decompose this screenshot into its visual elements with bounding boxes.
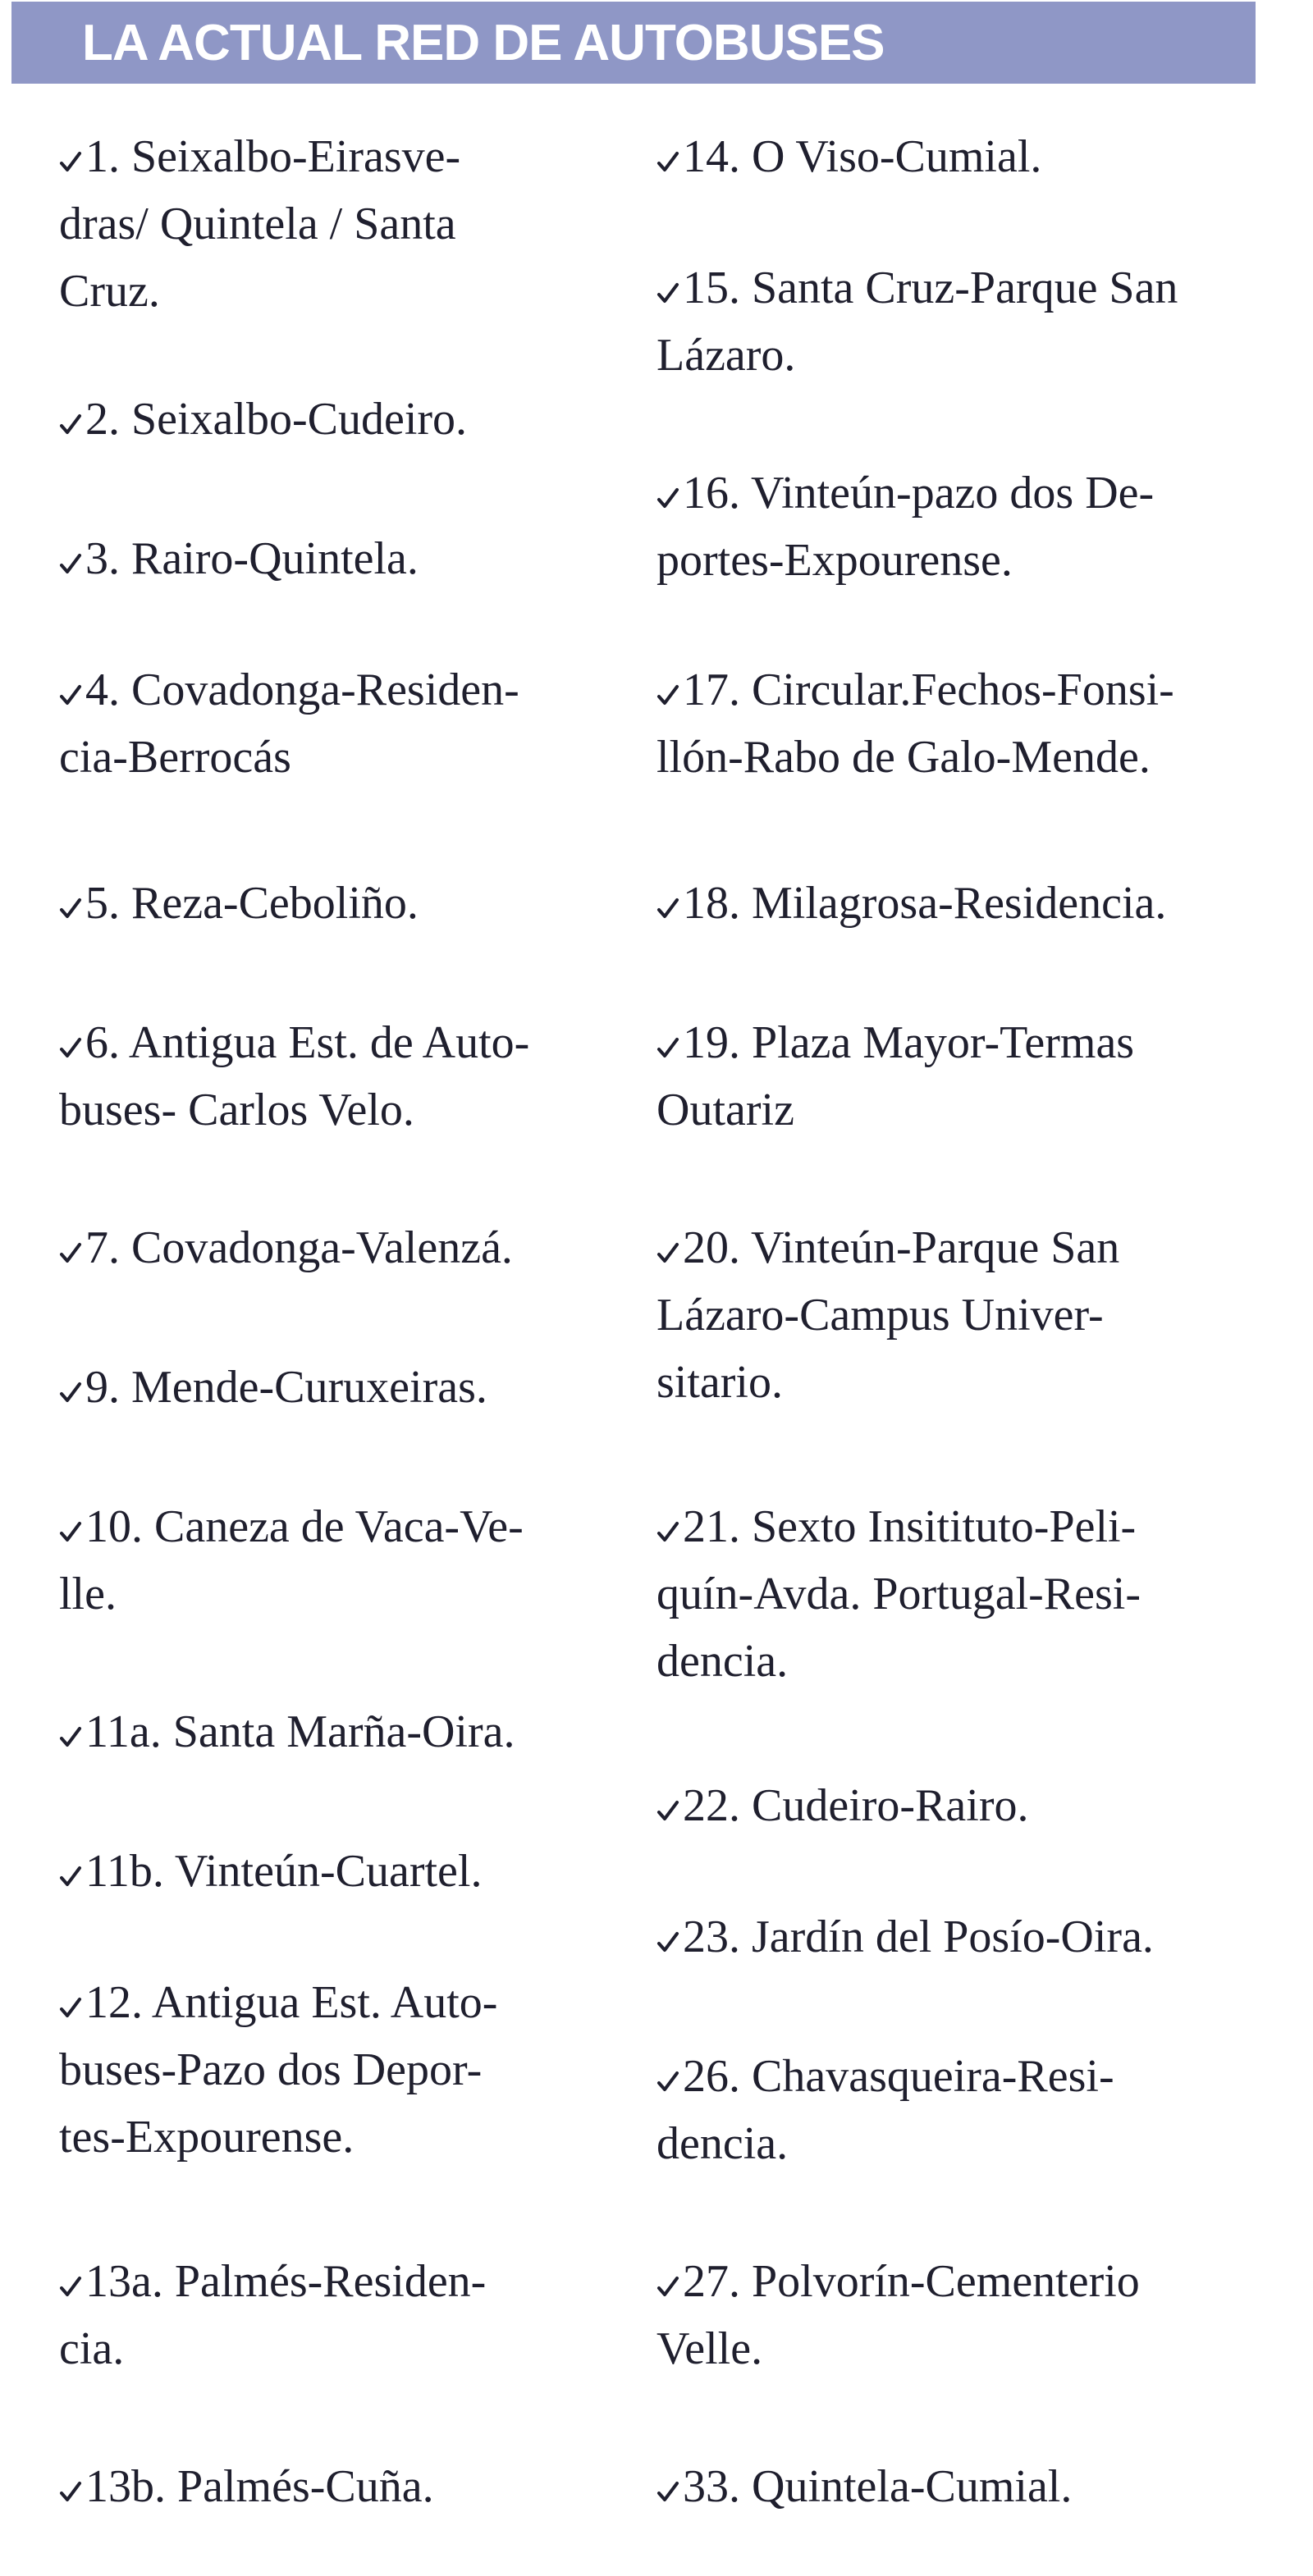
route-entry bbox=[59, 1969, 617, 2171]
route-entry bbox=[656, 656, 1264, 791]
route-entry bbox=[59, 123, 617, 325]
route-entry-text: dencia. bbox=[656, 1636, 789, 1687]
route-entry bbox=[59, 2248, 617, 2382]
route-entry bbox=[656, 1493, 1264, 1695]
route-entry bbox=[59, 2453, 617, 2520]
route-entry-text: 4. Covadonga-Residen- bbox=[85, 665, 519, 715]
route-entry-text: cia-Berrocás bbox=[59, 732, 291, 783]
route-entry bbox=[59, 1493, 617, 1628]
route-entry-text: buses- Carlos Velo. bbox=[59, 1085, 414, 1135]
check-mark-icon bbox=[59, 546, 82, 575]
route-entry-text: 1. Seixalbo-Eirasve- bbox=[85, 131, 461, 182]
route-entry-text: 27. Polvorín-Cementerio bbox=[683, 2256, 1140, 2307]
check-mark-icon bbox=[656, 2063, 679, 2093]
route-entry-text: Lázaro. bbox=[656, 330, 796, 381]
route-entry bbox=[59, 1009, 617, 1144]
route-entry bbox=[59, 386, 617, 453]
route-entry bbox=[59, 870, 617, 937]
check-mark-icon bbox=[59, 1989, 82, 2019]
check-mark-icon bbox=[656, 1924, 679, 1953]
check-mark-icon bbox=[59, 1514, 82, 1543]
page-title: LA ACTUAL RED DE AUTOBUSES bbox=[82, 14, 885, 71]
check-mark-icon bbox=[59, 1030, 82, 1059]
route-entry bbox=[656, 2043, 1264, 2177]
route-entry-text: lle. bbox=[59, 1569, 117, 1619]
route-entry-text: 14. O Viso-Cumial. bbox=[683, 131, 1042, 182]
header-bar bbox=[11, 2, 1256, 84]
check-mark-icon bbox=[656, 144, 679, 173]
route-entry-text: 13a. Palmés-Residen- bbox=[85, 2256, 487, 2307]
route-entry-text: 20. Vinteún-Parque San bbox=[683, 1222, 1120, 1273]
route-entry bbox=[59, 1838, 617, 1905]
route-entry bbox=[656, 123, 1264, 190]
route-entry bbox=[656, 1009, 1264, 1144]
route-entry-text: 11a. Santa Marña-Oira. bbox=[85, 1706, 515, 1757]
check-mark-icon bbox=[656, 2473, 679, 2503]
route-entry bbox=[656, 254, 1264, 389]
route-entry-text: 19. Plaza Mayor-Termas bbox=[683, 1017, 1135, 1068]
route-entry-text: 9. Mende-Curuxeiras. bbox=[85, 1362, 487, 1413]
route-entry-text: quín-Avda. Portugal-Resi- bbox=[656, 1569, 1141, 1619]
route-entry-text: sitario. bbox=[656, 1357, 783, 1408]
route-entry-text: dencia. bbox=[656, 2118, 789, 2169]
route-entry-text: portes-Expourense. bbox=[656, 535, 1013, 586]
check-mark-icon bbox=[656, 890, 679, 920]
route-entry-text: 17. Circular.Fechos-Fonsi- bbox=[683, 665, 1174, 715]
check-mark-icon bbox=[59, 406, 82, 436]
route-entry-text: 18. Milagrosa-Residencia. bbox=[683, 878, 1167, 929]
route-entry-text: 33. Quintela-Cumial. bbox=[683, 2461, 1073, 2512]
check-mark-icon bbox=[656, 1030, 679, 1059]
check-mark-icon bbox=[59, 1374, 82, 1404]
route-entry-text: buses-Pazo dos Depor- bbox=[59, 2044, 483, 2095]
check-mark-icon bbox=[656, 480, 679, 509]
route-entry-text: 5. Reza-Ceboliño. bbox=[85, 878, 419, 929]
route-entry bbox=[59, 1214, 617, 1281]
route-entry-text: Cruz. bbox=[59, 266, 160, 317]
check-mark-icon bbox=[656, 1793, 679, 1822]
check-mark-icon bbox=[59, 2268, 82, 2298]
check-mark-icon bbox=[59, 890, 82, 920]
check-mark-icon bbox=[656, 275, 679, 304]
check-mark-icon bbox=[656, 1235, 679, 1264]
route-entry-text: tes-Expourense. bbox=[59, 2112, 355, 2163]
route-entry bbox=[656, 1903, 1264, 1971]
route-entry-text: 2. Seixalbo-Cudeiro. bbox=[85, 394, 468, 445]
route-entry-text: 21. Sexto Insitituto-Peli- bbox=[683, 1501, 1137, 1552]
route-entry-text: cia. bbox=[59, 2323, 125, 2374]
route-entry-text: Outariz bbox=[656, 1085, 794, 1135]
check-mark-icon bbox=[656, 2268, 679, 2298]
route-entry-text: Velle. bbox=[656, 2323, 763, 2374]
check-mark-icon bbox=[656, 1514, 679, 1543]
check-mark-icon bbox=[59, 1858, 82, 1888]
route-entry bbox=[656, 1214, 1264, 1416]
route-entry-text: 23. Jardín del Posío-Oira. bbox=[683, 1911, 1154, 1962]
route-entry-text: 7. Covadonga-Valenzá. bbox=[85, 1222, 513, 1273]
route-entry-text: 15. Santa Cruz-Parque San bbox=[683, 263, 1178, 313]
check-mark-icon bbox=[59, 2473, 82, 2503]
check-mark-icon bbox=[59, 1235, 82, 1264]
route-entry bbox=[656, 2248, 1264, 2382]
route-entry bbox=[59, 1354, 617, 1421]
route-entry-text: 16. Vinteún-pazo dos De- bbox=[683, 468, 1155, 518]
route-entry bbox=[59, 656, 617, 791]
route-entry bbox=[59, 1698, 617, 1765]
route-entry bbox=[59, 525, 617, 592]
route-entry-text: 10. Caneza de Vaca-Ve- bbox=[85, 1501, 524, 1552]
route-entry bbox=[656, 870, 1264, 937]
route-entry-text: dras/ Quintela / Santa bbox=[59, 199, 456, 249]
route-entry-text: 26. Chavasqueira-Resi- bbox=[683, 2051, 1114, 2102]
route-entry bbox=[656, 1772, 1264, 1839]
route-entry bbox=[656, 459, 1264, 594]
route-entry-text: Lázaro-Campus Univer- bbox=[656, 1290, 1104, 1341]
route-entry-text: 13b. Palmés-Cuña. bbox=[85, 2461, 434, 2512]
route-entry-text: 22. Cudeiro-Rairo. bbox=[683, 1780, 1029, 1831]
route-entry-text: 3. Rairo-Quintela. bbox=[85, 533, 419, 584]
route-entry-text: 12. Antigua Est. Auto- bbox=[85, 1977, 498, 2028]
route-entry-text: llón-Rabo de Galo-Mende. bbox=[656, 732, 1151, 783]
check-mark-icon bbox=[59, 144, 82, 173]
route-entry-text: 6. Antigua Est. de Auto- bbox=[85, 1017, 530, 1068]
check-mark-icon bbox=[59, 677, 82, 706]
check-mark-icon bbox=[656, 677, 679, 706]
check-mark-icon bbox=[59, 1719, 82, 1748]
route-entry-text: 11b. Vinteún-Cuartel. bbox=[85, 1846, 483, 1897]
route-entry bbox=[656, 2453, 1264, 2520]
